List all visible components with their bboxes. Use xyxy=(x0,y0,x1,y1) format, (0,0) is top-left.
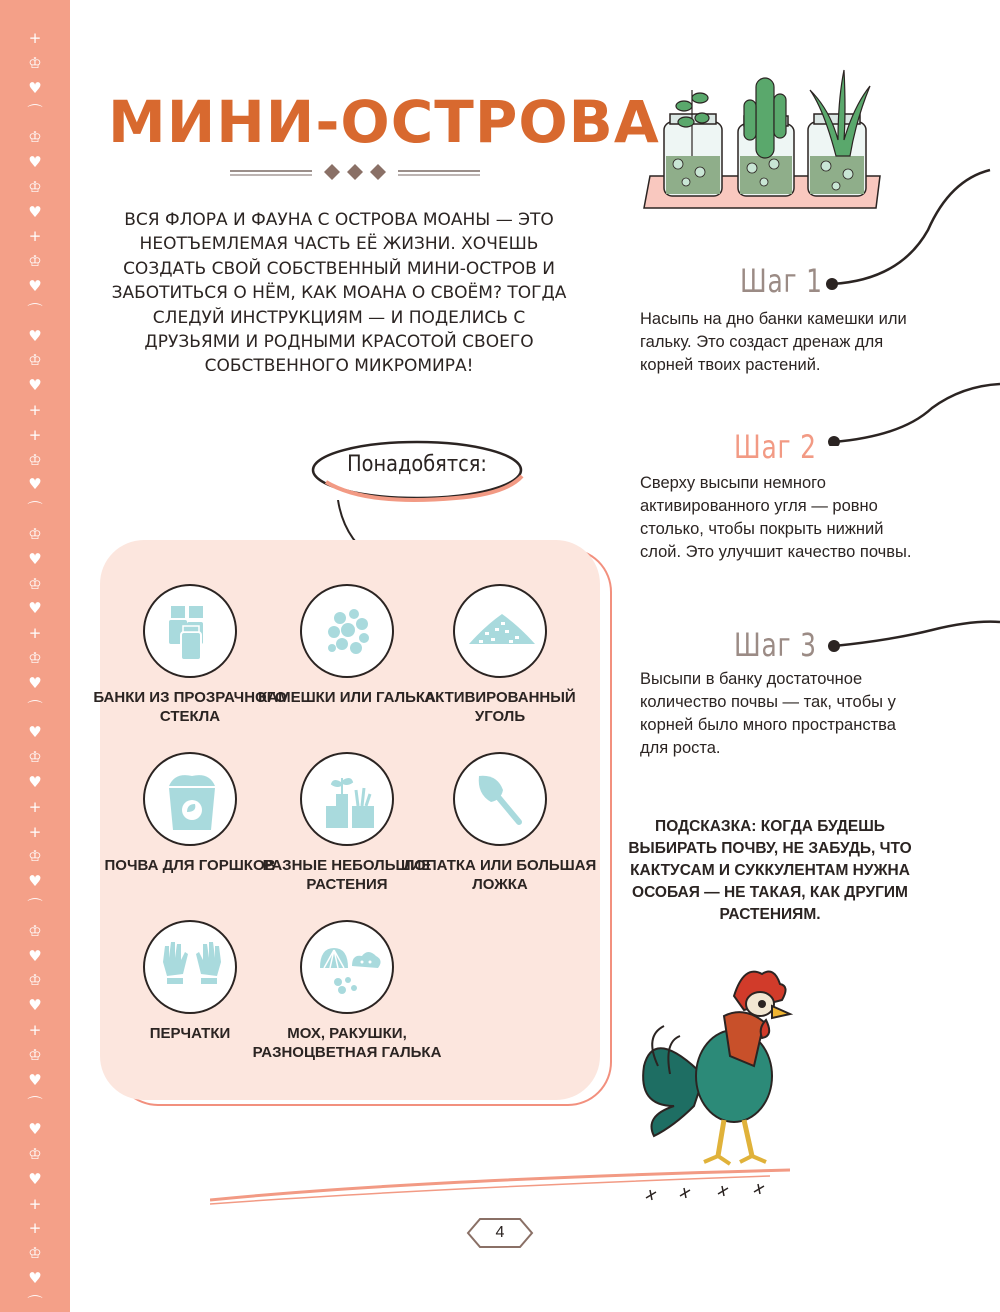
strip-ornament-icon: ♔ xyxy=(28,1145,42,1163)
page-number: 4 xyxy=(495,1224,505,1241)
intro-paragraph: ВСЯ ФЛОРА И ФАУНА С ОСТРОВА МОАНЫ — ЭТО НЕОТЪЕМЛЕМАЯ ЧАСТЬ ЕЁ ЖИЗНИ. ХОЧЕШЬ СОЗДАТЬ СВОЙ СОБСТВЕННЫЙ МИНИ-ОСТРОВ И ЗАБОТИТЬСЯ О НЁМ, КАК МОАНА О СВОЁМ? ТОГДА СЛЕДУЙ ИНСТРУКЦИЯМ — И ПОДЕЛИСЬ С ДРУЗЬЯМИ И РОДНЫМИ КРАСОТОЙ СВОЕГО СОБСТВЕННОГО МИКРОМИРА! xyxy=(111,210,567,377)
strip-ornament-icon: ♥ xyxy=(28,723,42,742)
needed-label: Понадобятся: xyxy=(347,452,487,477)
strip-ornament-icon: ♥ xyxy=(28,773,42,791)
strip-ornament-icon: ♔ xyxy=(28,649,42,667)
strip-ornament-icon: ♔ xyxy=(28,574,42,593)
strip-ornament-icon: ⌒ xyxy=(27,103,43,122)
strip-ornament-icon: ♥ xyxy=(28,277,42,295)
step1-title: Шаг 1 xyxy=(740,262,823,300)
step3-title: Шаг 3 xyxy=(734,626,817,664)
strip-ornament-icon: ⌒ xyxy=(27,1293,43,1312)
strip-ornament-icon: ♥ xyxy=(28,78,42,97)
plants-icon xyxy=(300,752,394,846)
strip-ornament-icon: ♥ xyxy=(28,599,42,618)
strip-ornament-icon: ♥ xyxy=(28,1070,42,1089)
strip-ornament-icon: ♥ xyxy=(28,673,42,692)
item-label: ПОЧВА ДЛЯ ГОРШКОВ xyxy=(104,857,276,874)
tip-text: КОГДА БУДЕШЬ ВЫБИРАТЬ ПОЧВУ, НЕ ЗАБУДЬ, ЧТО КАКТУСАМ И СУККУЛЕНТАМ НУЖНА ОСОБАЯ — НЕ ТАКАЯ, КАК ДРУГИМ РАСТЕНИЯМ. xyxy=(628,818,912,923)
strip-ornament-icon: ♥ xyxy=(28,376,42,395)
strip-ornament-icon: ⌒ xyxy=(27,897,43,915)
strip-ornament-icon: ♥ xyxy=(28,872,42,891)
item-label: ЛОПАТКА ИЛИ БОЛЬШАЯ ЛОЖКА xyxy=(403,857,597,893)
soil-bag-icon xyxy=(143,752,237,846)
strip-ornament-icon: + xyxy=(28,401,42,419)
item-label: МОХ, РАКУШКИ, РАЗНОЦВЕТНАЯ ГАЛЬКА xyxy=(252,1025,442,1061)
strip-ornament-icon: ♥ xyxy=(28,996,42,1015)
strip-ornament-icon: ♥ xyxy=(28,946,42,965)
strip-ornament-icon: ♥ xyxy=(28,475,42,494)
strip-ornament-icon: ⌒ xyxy=(27,1095,43,1114)
strip-ornament-icon: + xyxy=(28,1021,42,1039)
charcoal-icon xyxy=(453,584,547,678)
strip-ornament-icon: ⌒ xyxy=(27,698,43,717)
strip-ornament-icon: ♔ xyxy=(28,53,42,72)
tip-box xyxy=(620,816,920,926)
item-label: КАМЕШКИ ИЛИ ГАЛЬКА xyxy=(258,689,436,706)
strip-ornament-icon: ♥ xyxy=(28,1169,42,1188)
strip-ornament-icon: + xyxy=(28,425,42,444)
strip-ornament-icon: + xyxy=(28,1194,42,1213)
strip-ornament-icon: ♔ xyxy=(28,847,42,866)
strip-ornament-icon: ♔ xyxy=(28,921,42,940)
strip-ornament-icon: ♥ xyxy=(28,202,42,221)
strip-ornament-icon: ♔ xyxy=(28,128,42,147)
strip-ornament-icon: ♥ xyxy=(28,326,42,345)
bottom-swoosh xyxy=(210,1160,790,1210)
strip-ornament-icon: ♥ xyxy=(28,1120,42,1139)
strip-ornament-icon: ♥ xyxy=(28,549,42,568)
strip-ornament-icon: + xyxy=(28,624,42,643)
strip-ornament-icon: ⌒ xyxy=(27,500,43,519)
strip-ornament-icon: + xyxy=(28,29,42,47)
strip-ornament-icon: ♥ xyxy=(28,1269,42,1287)
item-label: АКТИВИРОВАННЫЙ УГОЛЬ xyxy=(424,689,576,725)
strip-ornament-icon: ♔ xyxy=(28,450,42,469)
strip-ornament-icon: ♔ xyxy=(28,1045,42,1064)
strip-ornament-icon: ♔ xyxy=(28,971,42,990)
strip-ornament-icon: ⌒ xyxy=(27,301,43,320)
item-label: РАЗНЫЕ НЕБОЛЬШИЕ РАСТЕНИЯ xyxy=(262,857,432,893)
strip-ornament-icon: ♥ xyxy=(28,153,42,171)
strip-ornament-icon: ♔ xyxy=(28,1244,42,1263)
jars-icon xyxy=(143,584,237,678)
page-title: МИНИ-ОСТРОВА xyxy=(108,88,660,156)
pebbles-icon xyxy=(300,584,394,678)
moss-shells-icon xyxy=(300,920,394,1014)
strip-ornament-icon: ♔ xyxy=(28,177,42,196)
item-label: БАНКИ ИЗ ПРОЗРАЧНОГО СТЕКЛА xyxy=(93,689,287,725)
item-label: ПЕРЧАТКИ xyxy=(149,1025,231,1042)
strip-ornament-icon: ♔ xyxy=(28,351,42,370)
tip-label: ПОДСКАЗКА: xyxy=(655,818,757,835)
strip-ornament-icon: ♔ xyxy=(28,525,42,543)
step2-connector xyxy=(822,376,1000,446)
title-divider xyxy=(230,158,480,184)
strip-ornament-icon: + xyxy=(28,1219,42,1238)
step3-text: Высыпи в банку достаточное количество почвы — так, чтобы у корней было много пространства для роста. xyxy=(640,670,896,757)
step2-title: Шаг 2 xyxy=(734,428,817,466)
step1-connector xyxy=(820,160,1000,290)
step2-text: Сверху высыпи немного активированного угля — ровно столько, чтобы покрыть нижний слой. Это улучшит качество почвы. xyxy=(640,474,912,561)
step1-text: Насыпь на дно банки камешки или гальку. Это создаст дренаж для корней твоих растений. xyxy=(640,310,907,374)
trowel-icon xyxy=(453,752,547,846)
strip-ornament-icon: + xyxy=(28,227,42,246)
gloves-icon xyxy=(143,920,237,1014)
step3-connector xyxy=(822,610,1000,654)
rooster-illustration xyxy=(634,956,814,1186)
strip-ornament-icon: + xyxy=(28,797,42,816)
strip-ornament-icon: + xyxy=(28,822,42,841)
strip-ornament-icon: ♔ xyxy=(28,252,42,271)
strip-ornament-icon: ♔ xyxy=(28,748,42,767)
